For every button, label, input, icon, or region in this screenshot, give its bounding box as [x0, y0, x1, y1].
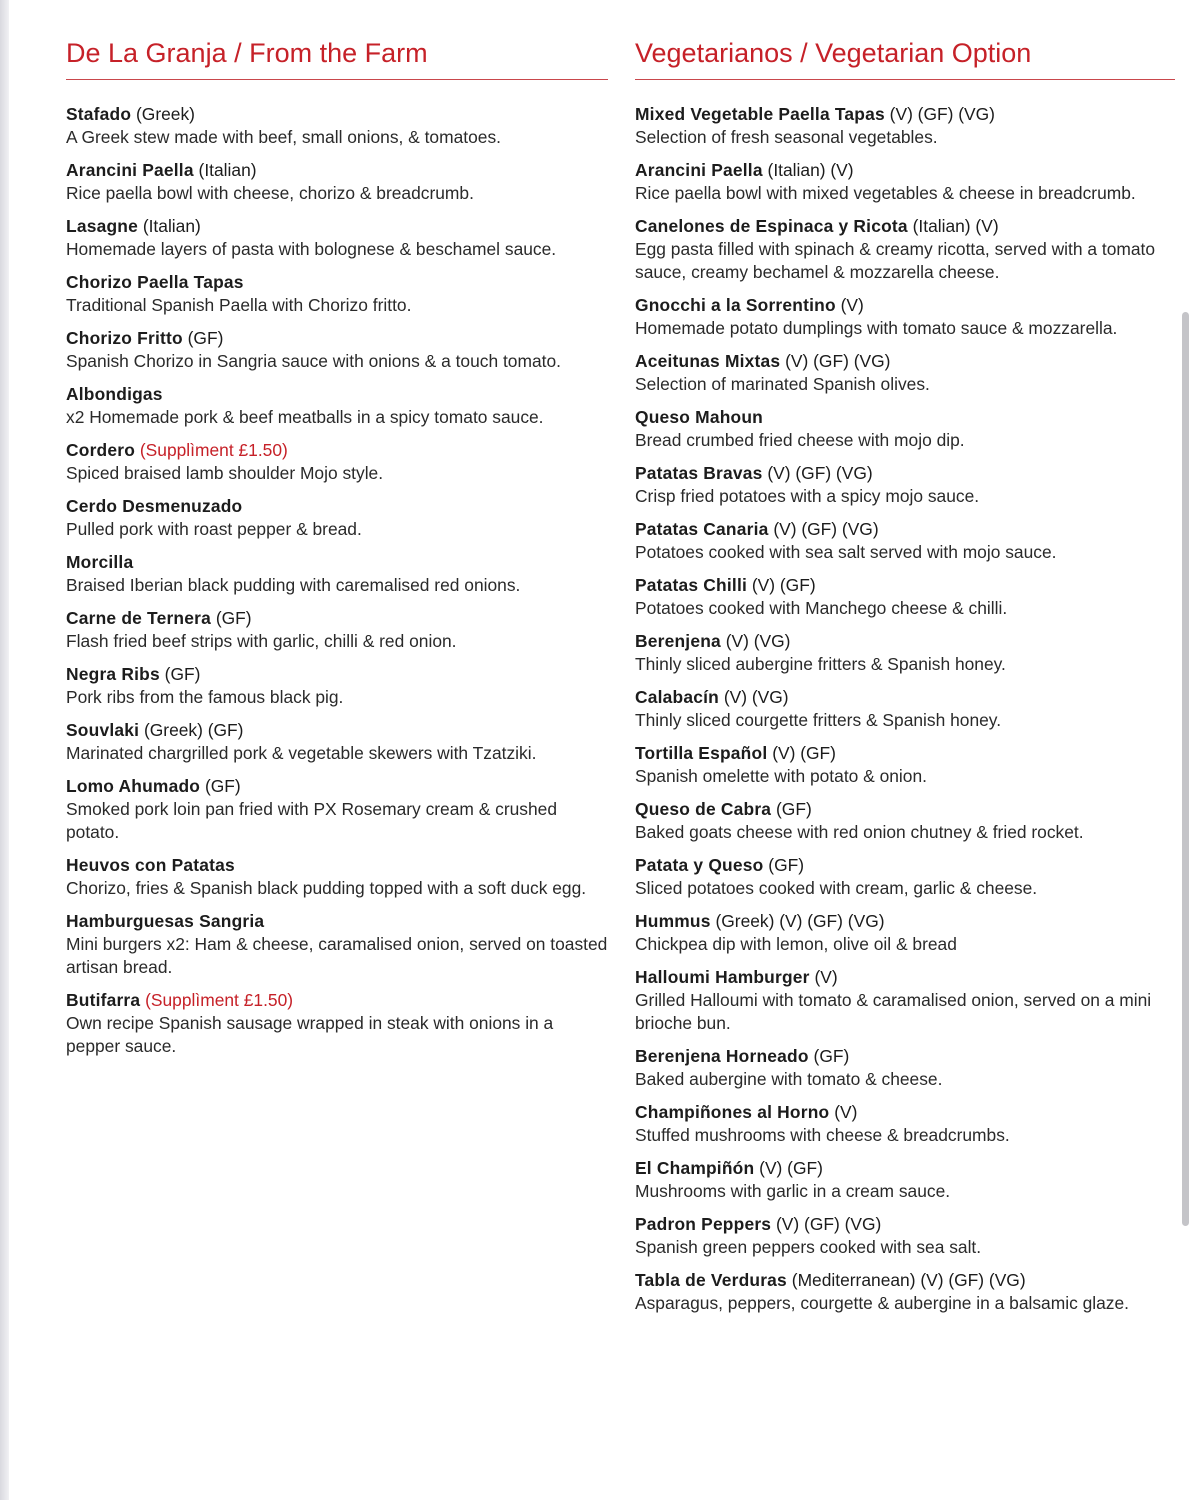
menu-item-description: Braised Iberian black pudding with caremalised red onions.	[66, 575, 521, 595]
menu-item-description: Selection of marinated Spanish olives.	[635, 374, 930, 394]
menu-item	[635, 574, 1175, 620]
menu-item-name: Chorizo Fritto	[66, 328, 183, 348]
section-from-the-farm	[66, 34, 608, 1068]
menu-item-description: Bread crumbed fried cheese with mojo dip.	[635, 430, 965, 450]
menu-item	[635, 518, 1175, 564]
menu-item-description: Thinly sliced aubergine fritters & Spanish honey.	[635, 654, 1006, 674]
menu-item-description: Traditional Spanish Paella with Chorizo fritto.	[66, 295, 412, 315]
menu-item	[635, 159, 1175, 205]
menu-item-tags: (Italian) (V)	[767, 160, 854, 180]
menu-item-name: Hamburguesas Sangria	[66, 911, 265, 931]
menu-item-name: Queso Mahoun	[635, 407, 763, 427]
menu-item-name: Queso de Cabra	[635, 799, 772, 819]
menu-item-name: Lasagne	[66, 216, 138, 236]
menu-item-tags: (V) (GF) (VG)	[889, 104, 995, 124]
menu-item-header	[635, 574, 1175, 597]
menu-item-tags: (Mediterranean) (V) (GF) (VG)	[791, 1270, 1026, 1290]
menu-item-description: Stuffed mushrooms with cheese & breadcrumbs.	[635, 1125, 1010, 1145]
menu-item	[635, 1157, 1175, 1203]
menu-item-description: Marinated chargrilled pork & vegetable skewers with Tzatziki.	[66, 743, 537, 763]
menu-item-name: Gnocchi a la Sorrentino	[635, 295, 836, 315]
menu-item-header	[635, 1213, 1175, 1236]
menu-item	[66, 854, 608, 900]
menu-item-header	[635, 910, 1175, 933]
menu-item-name: Padron Peppers	[635, 1214, 772, 1234]
menu-item-header	[66, 439, 608, 462]
menu-item-description: Mushrooms with garlic in a cream sauce.	[635, 1181, 951, 1201]
menu-item-description: Rice paella bowl with cheese, chorizo & breadcrumb.	[66, 183, 474, 203]
menu-item-name: Patata y Queso	[635, 855, 764, 875]
menu-item-description: Selection of fresh seasonal vegetables.	[635, 127, 938, 147]
menu-item-description: Rice paella bowl with mixed vegetables & cheese in breadcrumb.	[635, 183, 1136, 203]
menu-item-header	[66, 215, 608, 238]
menu-item	[635, 910, 1175, 956]
menu-item-description: Chorizo, fries & Spanish black pudding topped with a soft duck egg.	[66, 878, 587, 898]
scrollbar[interactable]	[1182, 312, 1189, 1226]
menu-item	[635, 350, 1175, 396]
menu-item-header	[635, 215, 1175, 238]
menu-item-header	[635, 294, 1175, 317]
menu-item	[635, 966, 1175, 1035]
menu-item-name: Aceitunas Mixtas	[635, 351, 781, 371]
menu-item-description: Egg pasta filled with spinach & creamy ricotta, served with a tomato sauce, creamy bechamel & mozzarella cheese.	[635, 239, 1156, 282]
menu-item-name: Chorizo Paella Tapas	[66, 272, 244, 292]
menu-item-description: Asparagus, peppers, courgette & aubergine in a balsamic glaze.	[635, 1293, 1130, 1313]
menu-item-header	[635, 1269, 1175, 1292]
menu-item-tags: (V)	[840, 295, 864, 315]
menu-item-description: Chickpea dip with lemon, olive oil & bread	[635, 934, 957, 954]
menu-item-description: Baked goats cheese with red onion chutney & fried rocket.	[635, 822, 1084, 842]
menu-item-description: Thinly sliced courgette fritters & Spanish honey.	[635, 710, 1002, 730]
menu-item-header	[635, 103, 1175, 126]
menu-item	[66, 383, 608, 429]
menu-item-name: Patatas Bravas	[635, 463, 763, 483]
menu-item-name: Carne de Ternera	[66, 608, 211, 628]
menu-item-header	[66, 327, 608, 350]
menu-item-header	[66, 495, 608, 518]
menu-item-description: Grilled Halloumi with tomato & caramalised onion, served on a mini brioche bun.	[635, 990, 1152, 1033]
menu-item	[635, 1101, 1175, 1147]
menu-item-supplement: (Supplìment £1.50)	[145, 990, 294, 1010]
menu-item	[635, 854, 1175, 900]
menu-item	[635, 462, 1175, 508]
menu-item-description: Homemade layers of pasta with bolognese & beschamel sauce.	[66, 239, 557, 259]
menu-item-description: Mini burgers x2: Ham & cheese, caramalised onion, served on toasted artisan bread.	[66, 934, 608, 977]
menu-item-header	[66, 854, 608, 877]
menu-item-name: Arancini Paella	[635, 160, 763, 180]
menu-item	[635, 686, 1175, 732]
menu-item	[66, 607, 608, 653]
menu-item-name: Negra Ribs	[66, 664, 160, 684]
menu-item-name: El Champiñón	[635, 1158, 755, 1178]
menu-item	[635, 294, 1175, 340]
menu-item	[635, 798, 1175, 844]
menu-item-header	[66, 910, 608, 933]
menu-item-name: Berenjena Horneado	[635, 1046, 809, 1066]
menu-item	[66, 663, 608, 709]
menu-item-name: Tortilla Español	[635, 743, 768, 763]
menu-item-name: Butifarra	[66, 990, 141, 1010]
menu-item-name: Mixed Vegetable Paella Tapas	[635, 104, 885, 124]
menu-item	[635, 103, 1175, 149]
menu-item	[66, 327, 608, 373]
menu-item	[635, 1213, 1175, 1259]
menu-item-header	[635, 1157, 1175, 1180]
menu-item-description: Flash fried beef strips with garlic, chilli & red onion.	[66, 631, 457, 651]
menu-item-tags: (GF)	[768, 855, 805, 875]
menu-item-header	[66, 775, 608, 798]
menu-item-tags: (V) (VG)	[723, 687, 789, 707]
menu-item-header	[635, 1045, 1175, 1068]
menu-item-description: Potatoes cooked with Manchego cheese & chilli.	[635, 598, 1008, 618]
menu-item-tags: (V) (GF)	[772, 743, 836, 763]
menu-item-tags: (V)	[834, 1102, 858, 1122]
menu-item-description: Sliced potatoes cooked with cream, garlic & cheese.	[635, 878, 1038, 898]
menu-item-header	[635, 518, 1175, 541]
menu-item-header	[635, 966, 1175, 989]
menu-item-header	[66, 663, 608, 686]
menu-item	[66, 775, 608, 844]
menu-item	[635, 406, 1175, 452]
menu-item-tags: (V)	[814, 967, 838, 987]
menu-item-tags: (GF)	[776, 799, 812, 819]
menu-item-tags: (V) (VG)	[725, 631, 791, 651]
menu-item-tags: (Greek)	[136, 104, 195, 124]
menu-item-tags: (V) (GF)	[751, 575, 816, 595]
menu-item-description: Pork ribs from the famous black pig.	[66, 687, 344, 707]
menu-item	[66, 103, 608, 149]
menu-item-header	[66, 271, 608, 294]
menu-item-description: Spanish green peppers cooked with sea salt.	[635, 1237, 982, 1257]
menu-item-tags: (V) (GF)	[759, 1158, 823, 1178]
menu-item-supplement: (Supplìment £1.50)	[139, 440, 288, 460]
menu-item-name: Arancini Paella	[66, 160, 194, 180]
menu-item-header	[635, 1101, 1175, 1124]
menu-item-header	[635, 742, 1175, 765]
menu-item-header	[635, 462, 1175, 485]
menu-item-description: Baked aubergine with tomato & cheese.	[635, 1069, 943, 1089]
menu-item-tags: (GF)	[813, 1046, 850, 1066]
menu-item	[66, 439, 608, 485]
menu-item-name: Cerdo Desmenuzado	[66, 496, 243, 516]
section-vegetarian	[635, 34, 1175, 1325]
menu-item-header	[635, 406, 1175, 429]
menu-item-tags: (Greek) (GF)	[143, 720, 244, 740]
menu-item-name: Berenjena	[635, 631, 721, 651]
menu-item-name: Stafado	[66, 104, 132, 124]
menu-item-name: Patatas Chilli	[635, 575, 748, 595]
menu-item-header	[66, 719, 608, 742]
menu-item	[635, 630, 1175, 676]
menu-item-header	[635, 798, 1175, 821]
menu-item-tags: (GF)	[215, 608, 252, 628]
menu-item-name: Heuvos con Patatas	[66, 855, 235, 875]
menu-item-tags: (Italian)	[142, 216, 201, 236]
menu-item-description: Spanish omelette with potato & onion.	[635, 766, 927, 786]
menu-item-name: Tabla de Verduras	[635, 1270, 787, 1290]
menu-item-tags: (GF)	[204, 776, 241, 796]
menu-item-name: Albondigas	[66, 384, 163, 404]
menu-item	[66, 989, 608, 1058]
menu-item-name: Calabacín	[635, 687, 719, 707]
menu-item-description: Spiced braised lamb shoulder Mojo style.	[66, 463, 384, 483]
menu-item-description: Pulled pork with roast pepper & bread.	[66, 519, 362, 539]
menu-item	[635, 1045, 1175, 1091]
menu-item	[635, 215, 1175, 284]
menu-item-tags: (GF)	[164, 664, 201, 684]
section-title: Vegetarianos / Vegetarian Option	[635, 38, 1032, 68]
menu-item-header	[635, 686, 1175, 709]
section-divider	[635, 79, 1175, 80]
menu-list	[66, 103, 608, 1058]
menu-item-header	[66, 607, 608, 630]
menu-item-header	[635, 630, 1175, 653]
menu-item	[635, 1269, 1175, 1315]
menu-item-name: Halloumi Hamburger	[635, 967, 810, 987]
menu-item-header	[635, 350, 1175, 373]
menu-item-tags: (V) (GF) (VG)	[776, 1214, 882, 1234]
menu-item	[66, 910, 608, 979]
menu-item-description: Potatoes cooked with sea salt served with mojo sauce.	[635, 542, 1057, 562]
menu-item-header	[66, 383, 608, 406]
menu-item-name: Patatas Canaria	[635, 519, 769, 539]
menu-item-tags: (V) (GF) (VG)	[773, 519, 879, 539]
menu-item	[66, 551, 608, 597]
menu-item-description: Crisp fried potatoes with a spicy mojo sauce.	[635, 486, 980, 506]
menu-item	[66, 159, 608, 205]
menu-item-description: Homemade potato dumplings with tomato sauce & mozzarella.	[635, 318, 1118, 338]
menu-item-header	[635, 159, 1175, 182]
menu-item-tags: (GF)	[187, 328, 224, 348]
menu-list	[635, 103, 1175, 1315]
page-left-edge	[0, 0, 9, 1500]
section-title: De La Granja / From the Farm	[66, 38, 428, 68]
menu-item-description: A Greek stew made with beef, small onions, & tomatoes.	[66, 127, 501, 147]
menu-item-name: Champiñones al Horno	[635, 1102, 830, 1122]
menu-item-tags: (V) (GF) (VG)	[767, 463, 873, 483]
menu-item-header	[66, 989, 608, 1012]
menu-item-description: Smoked pork loin pan fried with PX Rosemary cream & crushed potato.	[66, 799, 558, 842]
menu-item	[66, 495, 608, 541]
menu-item	[66, 271, 608, 317]
menu-item-header	[66, 551, 608, 574]
menu-item-tags: (V) (GF) (VG)	[785, 351, 891, 371]
menu-item-tags: (Italian)	[198, 160, 257, 180]
menu-item-name: Lomo Ahumado	[66, 776, 201, 796]
menu-item-description: Own recipe Spanish sausage wrapped in steak with onions in a pepper sauce.	[66, 1013, 554, 1056]
menu-item-description: Spanish Chorizo in Sangria sauce with onions & a touch tomato.	[66, 351, 561, 371]
menu-item-name: Canelones de Espinaca y Ricota	[635, 216, 908, 236]
menu-item	[66, 215, 608, 261]
menu-item	[66, 719, 608, 765]
menu-item-name: Hummus	[635, 911, 711, 931]
menu-item-header	[66, 103, 608, 126]
menu-item-name: Morcilla	[66, 552, 134, 572]
menu-item	[635, 742, 1175, 788]
menu-item-name: Cordero	[66, 440, 136, 460]
section-divider	[66, 79, 608, 80]
menu-item-name: Souvlaki	[66, 720, 140, 740]
menu-item-description: x2 Homemade pork & beef meatballs in a spicy tomato sauce.	[66, 407, 544, 427]
menu-item-header	[635, 854, 1175, 877]
menu-item-tags: (Italian) (V)	[912, 216, 999, 236]
menu-item-tags: (Greek) (V) (GF) (VG)	[715, 911, 885, 931]
menu-item-header	[66, 159, 608, 182]
